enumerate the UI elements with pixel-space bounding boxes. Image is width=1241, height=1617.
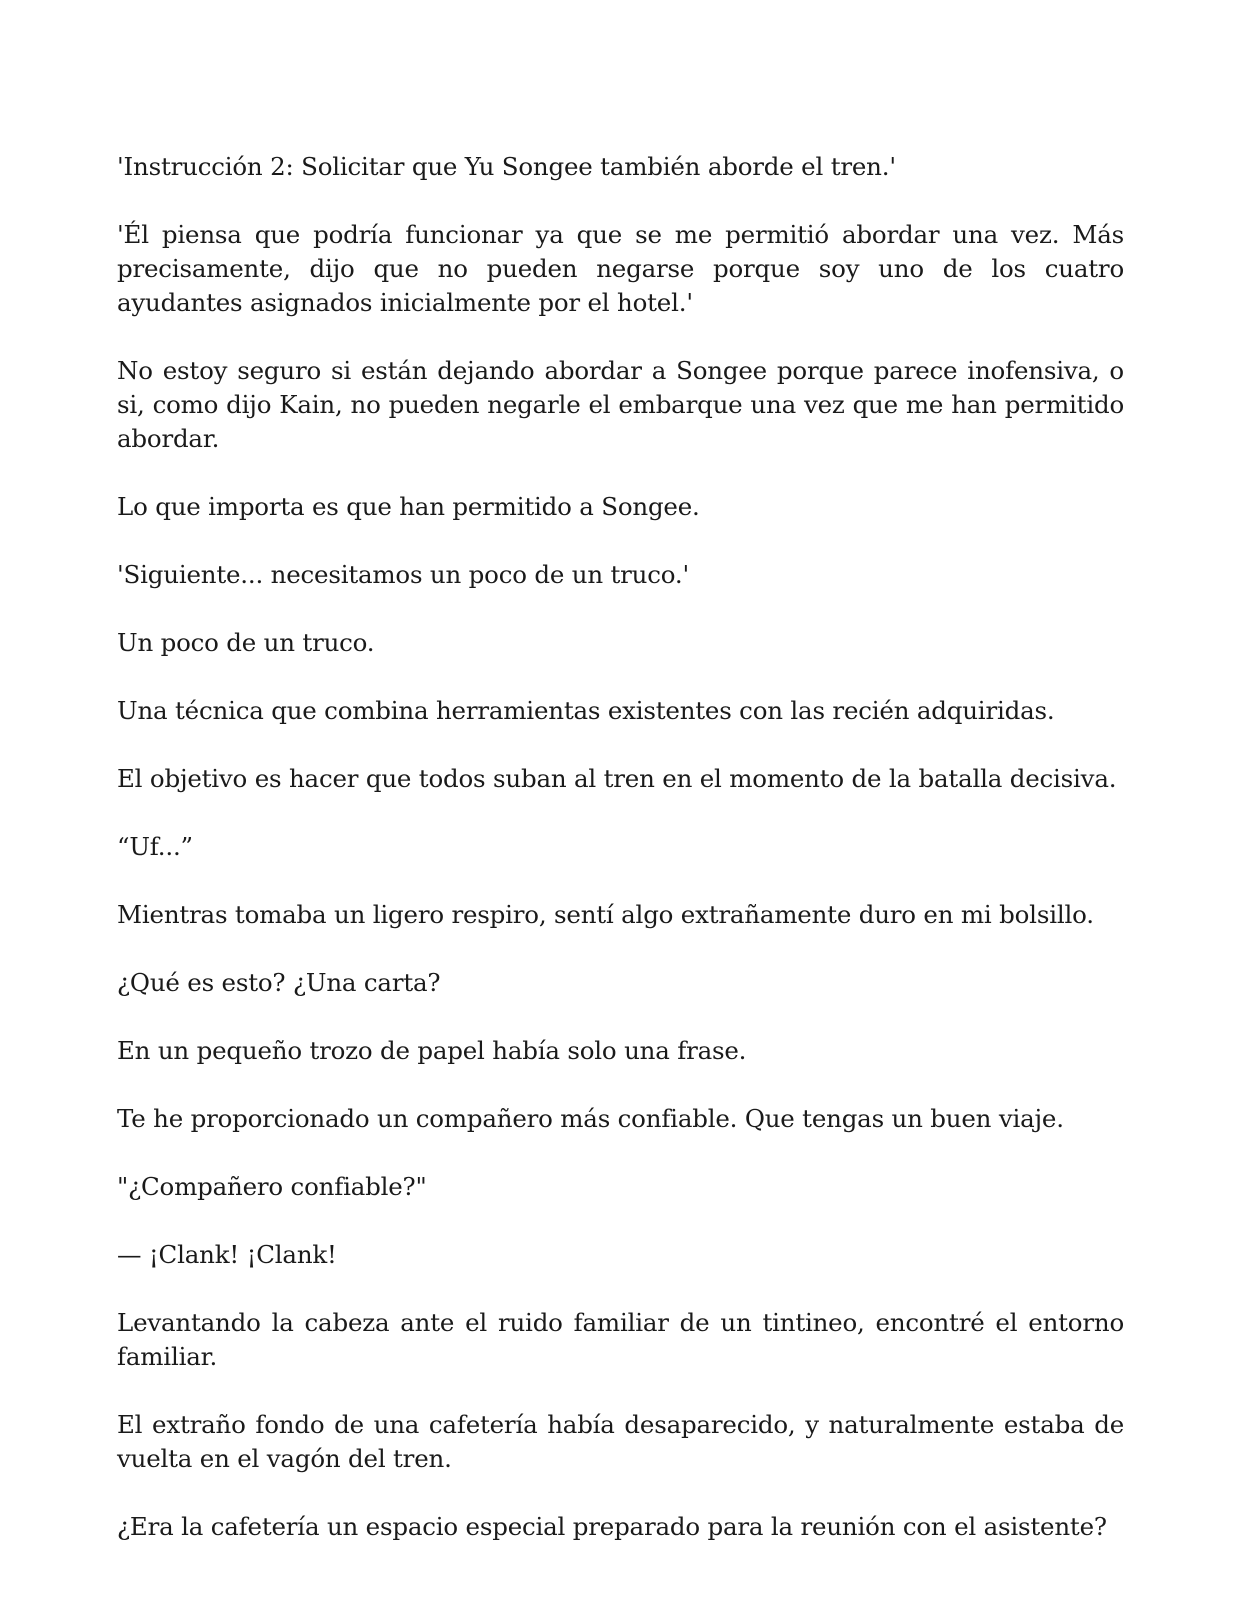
paragraph-14: "¿Compañero confiable?"	[117, 1172, 427, 1201]
paragraph-17: El extraño fondo de una cafetería había desaparecido, y naturalmente estaba de vuelta en el vagón del tren.	[117, 1410, 1124, 1473]
paragraph-5: 'Siguiente... necesitamos un poco de un truco.'	[117, 560, 689, 589]
paragraph-15: — ¡Clank! ¡Clank!	[117, 1240, 337, 1269]
paragraph-9: “Uf...”	[117, 832, 193, 861]
paragraph-1: 'Instrucción 2: Solicitar que Yu Songee también aborde el tren.'	[117, 152, 896, 181]
paragraph-2: 'Él piensa que podría funcionar ya que se me permitió abordar una vez. Más precisamente, dijo que no pueden negarse porque soy uno de los cuatro ayudantes asignados inicialmente por el hotel.'	[117, 220, 1124, 317]
paragraph-3: No estoy seguro si están dejando abordar a Songee porque parece inofensiva, o si, como dijo Kain, no pueden negarle el embarque una vez que me han permitido abordar.	[117, 356, 1124, 453]
paragraph-12: En un pequeño trozo de papel había solo una frase.	[117, 1036, 747, 1065]
paragraph-16: Levantando la cabeza ante el ruido familiar de un tintineo, encontré el entorno familiar.	[117, 1308, 1124, 1371]
paragraph-7: Una técnica que combina herramientas existentes con las recién adquiridas.	[117, 696, 1055, 725]
paragraph-6: Un poco de un truco.	[117, 628, 375, 657]
paragraph-18: ¿Era la cafetería un espacio especial preparado para la reunión con el asistente?	[117, 1512, 1107, 1541]
paragraph-11: ¿Qué es esto? ¿Una carta?	[117, 968, 441, 997]
paragraph-10: Mientras tomaba un ligero respiro, sentí algo extrañamente duro en mi bolsillo.	[117, 900, 1094, 929]
paragraph-13: Te he proporcionado un compañero más confiable. Que tengas un buen viaje.	[117, 1104, 1064, 1133]
paragraph-8: El objetivo es hacer que todos suban al tren en el momento de la batalla decisiva.	[117, 764, 1117, 793]
paragraph-4: Lo que importa es que han permitido a Songee.	[117, 492, 700, 521]
